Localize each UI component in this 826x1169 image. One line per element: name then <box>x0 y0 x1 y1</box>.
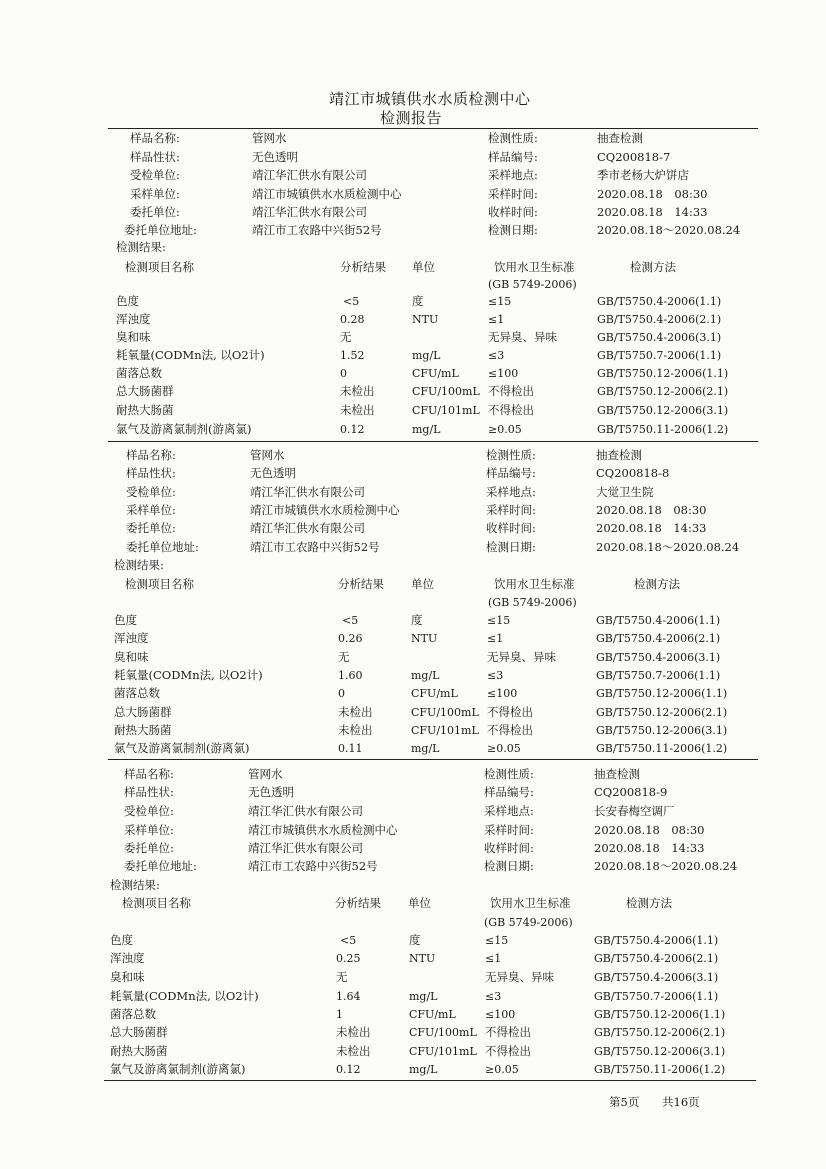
row-method: GB/T5750.7-2006(1.1) <box>597 349 722 362</box>
value-sampling-time: 2020.08.18 08:30 <box>597 187 708 201</box>
label-client-address: 委托单位地址: <box>124 223 197 237</box>
value-inspected-unit: 靖江华汇供水有限公司 <box>248 804 363 818</box>
value-test-nature: 抽查检测 <box>594 767 640 781</box>
row-unit: CFU/101mL <box>412 404 480 417</box>
label-test-nature: 检测性质: <box>488 131 538 145</box>
value-client-unit: 靖江华汇供水有限公司 <box>250 521 365 535</box>
label-client-unit: 委托单位: <box>126 521 176 535</box>
row-result: 1.64 <box>336 990 361 1003</box>
row-method: GB/T5750.12-2006(2.1) <box>596 706 728 719</box>
row-method: GB/T5750.4-2006(2.1) <box>596 632 721 645</box>
label-results: 检测结果: <box>114 558 164 572</box>
label-sample-no: 样品编号: <box>484 785 534 799</box>
row-unit: CFU/100mL <box>412 385 480 398</box>
label-sampling-unit: 采样单位: <box>126 503 176 517</box>
col-result-header: 分析结果 <box>338 577 384 591</box>
row-method: GB/T5750.11-2006(1.2) <box>597 423 729 436</box>
row-item: 耐热大肠菌 <box>114 723 172 737</box>
row-unit: mg/L <box>411 669 440 682</box>
value-test-date: 2020.08.18～2020.08.24 <box>597 223 741 237</box>
section-divider <box>108 441 758 442</box>
value-sampling-place: 季市老杨大炉饼店 <box>597 168 689 182</box>
value-client-unit: 靖江华汇供水有限公司 <box>252 205 367 219</box>
label-client-address: 委托单位地址: <box>126 540 199 554</box>
col-unit-header: 单位 <box>408 896 431 910</box>
label-sampling-time: 采样时间: <box>486 503 536 517</box>
label-sample-state: 样品性状: <box>126 466 176 480</box>
label-sample-name: 样品名称: <box>124 767 174 781</box>
row-method: GB/T5750.4-2006(3.1) <box>596 651 721 664</box>
row-result: 0.25 <box>336 952 361 965</box>
value-sampling-place: 长安春梅空调厂 <box>594 804 675 818</box>
row-result: 未检出 <box>340 384 375 398</box>
row-method: GB/T5750.7-2006(1.1) <box>596 669 721 682</box>
label-test-nature: 检测性质: <box>486 448 536 462</box>
row-unit: mg/L <box>409 990 438 1003</box>
row-standard: ≤1 <box>487 632 504 645</box>
row-result: 无 <box>338 650 350 664</box>
value-sampling-unit: 靖江市城镇供水水质检测中心 <box>250 503 400 517</box>
row-item: 耗氧量(CODMn法, 以O2计) <box>114 668 263 682</box>
value-sample-name: 管网水 <box>252 131 287 145</box>
label-test-date: 检测日期: <box>484 859 534 873</box>
row-item: 耗氧量(CODMn法, 以O2计) <box>110 989 259 1003</box>
row-standard: 不得检出 <box>485 1025 531 1039</box>
row-method: GB/T5750.12-2006(3.1) <box>597 404 729 417</box>
value-client-unit: 靖江华汇供水有限公司 <box>248 841 363 855</box>
row-method: GB/T5750.12-2006(1.1) <box>594 1008 726 1021</box>
value-sampling-place: 大觉卫生院 <box>596 485 654 499</box>
row-standard: 无异臭、异味 <box>488 330 557 344</box>
row-standard: 不得检出 <box>488 384 534 398</box>
row-standard: ≤15 <box>485 934 509 947</box>
row-standard: ≥0.05 <box>487 742 521 755</box>
col-method-header: 检测方法 <box>626 896 672 910</box>
label-sample-no: 样品编号: <box>486 466 536 480</box>
row-unit: mg/L <box>412 423 441 436</box>
col-unit-header: 单位 <box>411 577 434 591</box>
row-standard: ≤3 <box>488 349 505 362</box>
row-standard: ≤15 <box>488 295 512 308</box>
row-item: 耐热大肠菌 <box>110 1044 168 1058</box>
row-result: 未检出 <box>340 403 375 417</box>
row-unit: CFU/101mL <box>409 1045 477 1058</box>
col-standard-header: 饮用水卫生标准 <box>494 577 575 591</box>
value-inspected-unit: 靖江华汇供水有限公司 <box>252 168 367 182</box>
row-result: 未检出 <box>336 1025 371 1039</box>
row-method: GB/T5750.12-2006(1.1) <box>596 687 728 700</box>
value-client-address: 靖江市工农路中兴街52号 <box>250 540 380 554</box>
label-test-nature: 检测性质: <box>484 767 534 781</box>
row-result: 0.26 <box>338 632 363 645</box>
header-rule <box>108 128 758 129</box>
row-item: 菌落总数 <box>110 1007 156 1021</box>
label-results: 检测结果: <box>110 878 160 892</box>
section-divider <box>104 1080 756 1081</box>
value-test-date: 2020.08.18～2020.08.24 <box>594 859 738 873</box>
row-result: <5 <box>340 934 357 947</box>
row-standard: ≥0.05 <box>485 1063 519 1076</box>
label-results: 检测结果: <box>116 240 166 254</box>
row-item: 臭和味 <box>116 330 151 344</box>
row-method: GB/T5750.11-2006(1.2) <box>594 1063 726 1076</box>
label-sample-no: 样品编号: <box>488 150 538 164</box>
row-item: 浑浊度 <box>110 951 145 965</box>
label-sampling-time: 采样时间: <box>484 823 534 837</box>
row-method: GB/T5750.4-2006(3.1) <box>597 331 722 344</box>
row-result: 1.60 <box>338 669 363 682</box>
label-test-date: 检测日期: <box>486 540 536 554</box>
row-result: 0.11 <box>338 742 363 755</box>
value-sample-state: 无色透明 <box>250 466 296 480</box>
row-item: 耗氧量(CODMn法, 以O2计) <box>116 348 265 362</box>
col-result-header: 分析结果 <box>340 260 386 274</box>
row-result: 0 <box>338 687 345 700</box>
row-standard: 无异臭、异味 <box>485 970 554 984</box>
value-sample-state: 无色透明 <box>248 785 294 799</box>
label-client-address: 委托单位地址: <box>124 859 197 873</box>
row-item: 菌落总数 <box>114 686 160 700</box>
value-sample-no: CQ200818-8 <box>596 466 670 480</box>
value-receive-time: 2020.08.18 14:33 <box>597 205 708 219</box>
row-standard: ≤3 <box>487 669 504 682</box>
row-unit: CFU/100mL <box>409 1026 477 1039</box>
row-item: 氯气及游离氯制剂(游离氯) <box>116 422 252 436</box>
value-sampling-unit: 靖江市城镇供水水质检测中心 <box>252 187 402 201</box>
label-sampling-unit: 采样单位: <box>130 187 180 201</box>
row-result: 未检出 <box>338 723 373 737</box>
row-method: GB/T5750.12-2006(3.1) <box>594 1045 726 1058</box>
label-inspected-unit: 受检单位: <box>130 168 180 182</box>
row-method: GB/T5750.7-2006(1.1) <box>594 990 719 1003</box>
label-sampling-place: 采样地点: <box>484 804 534 818</box>
row-result: 未检出 <box>338 705 373 719</box>
row-method: GB/T5750.12-2006(2.1) <box>594 1026 726 1039</box>
row-unit: 度 <box>412 294 424 308</box>
value-sample-no: CQ200818-7 <box>597 150 671 164</box>
col-item-header: 检测项目名称 <box>125 577 194 591</box>
row-method: GB/T5750.11-2006(1.2) <box>596 742 728 755</box>
row-item: 浑浊度 <box>114 631 149 645</box>
row-unit: CFU/mL <box>412 367 459 380</box>
row-method: GB/T5750.4-2006(1.1) <box>594 934 719 947</box>
row-item: 氯气及游离氯制剂(游离氯) <box>114 741 250 755</box>
row-method: GB/T5750.12-2006(3.1) <box>596 724 728 737</box>
row-result: 0 <box>340 367 347 380</box>
value-test-date: 2020.08.18～2020.08.24 <box>596 540 740 554</box>
col-standard-header: 饮用水卫生标准 <box>490 896 571 910</box>
report-title: 检测报告 <box>380 109 443 127</box>
row-item: 臭和味 <box>110 970 145 984</box>
value-sample-no: CQ200818-9 <box>594 785 668 799</box>
value-client-address: 靖江市工农路中兴街52号 <box>248 859 378 873</box>
row-method: GB/T5750.4-2006(2.1) <box>597 313 722 326</box>
row-item: 氯气及游离氯制剂(游离氯) <box>110 1062 246 1076</box>
row-method: GB/T5750.4-2006(1.1) <box>596 614 721 627</box>
row-standard: 不得检出 <box>488 403 534 417</box>
col-standard-header: 饮用水卫生标准 <box>494 260 575 274</box>
label-sample-name: 样品名称: <box>130 131 180 145</box>
value-test-nature: 抽查检测 <box>597 131 643 145</box>
row-result: 0.12 <box>336 1063 361 1076</box>
value-sampling-time: 2020.08.18 08:30 <box>594 823 705 837</box>
row-standard: ≤3 <box>485 990 502 1003</box>
row-standard: ≥0.05 <box>488 423 522 436</box>
value-sampling-unit: 靖江市城镇供水水质检测中心 <box>248 823 398 837</box>
row-result: 0.12 <box>340 423 365 436</box>
row-result: <5 <box>343 295 360 308</box>
label-receive-time: 收样时间: <box>488 205 538 219</box>
row-unit: 度 <box>411 613 423 627</box>
col-standard-code: (GB 5749-2006) <box>488 596 577 609</box>
section-divider <box>108 759 758 760</box>
row-method: GB/T5750.4-2006(3.1) <box>594 971 719 984</box>
row-standard: ≤1 <box>488 313 505 326</box>
row-result: 0.28 <box>340 313 365 326</box>
row-unit: 度 <box>409 933 421 947</box>
row-standard: ≤15 <box>487 614 511 627</box>
label-inspected-unit: 受检单位: <box>126 485 176 499</box>
row-item: 色度 <box>110 933 133 947</box>
row-unit: mg/L <box>412 349 441 362</box>
row-result: 1.52 <box>340 349 365 362</box>
row-standard: ≤1 <box>485 952 502 965</box>
row-result: 未检出 <box>336 1044 371 1058</box>
col-unit-header: 单位 <box>412 260 435 274</box>
label-receive-time: 收样时间: <box>484 841 534 855</box>
row-result: 无 <box>336 970 348 984</box>
row-item: 耐热大肠菌 <box>116 403 174 417</box>
row-unit: NTU <box>409 952 436 965</box>
row-unit: CFU/101mL <box>411 724 479 737</box>
value-sampling-time: 2020.08.18 08:30 <box>596 503 707 517</box>
row-item: 总大肠菌群 <box>114 705 172 719</box>
row-method: GB/T5750.12-2006(1.1) <box>597 367 729 380</box>
col-standard-code: (GB 5749-2006) <box>488 278 577 291</box>
label-sampling-place: 采样地点: <box>486 485 536 499</box>
label-test-date: 检测日期: <box>488 223 538 237</box>
row-unit: mg/L <box>411 742 440 755</box>
row-unit: CFU/mL <box>411 687 458 700</box>
row-item: 总大肠菌群 <box>116 384 174 398</box>
row-unit: NTU <box>411 632 438 645</box>
row-method: GB/T5750.4-2006(1.1) <box>597 295 722 308</box>
value-sample-name: 管网水 <box>250 448 285 462</box>
row-standard: 无异臭、异味 <box>487 650 556 664</box>
row-result: 无 <box>340 330 352 344</box>
row-method: GB/T5750.4-2006(2.1) <box>594 952 719 965</box>
row-standard: ≤100 <box>488 367 519 380</box>
label-sampling-unit: 采样单位: <box>124 823 174 837</box>
row-item: 浑浊度 <box>116 312 151 326</box>
org-title: 靖江市城镇供水水质检测中心 <box>329 90 531 108</box>
row-item: 菌落总数 <box>116 366 162 380</box>
row-unit: mg/L <box>409 1063 438 1076</box>
row-item: 色度 <box>114 613 137 627</box>
row-method: GB/T5750.12-2006(2.1) <box>597 385 729 398</box>
label-sampling-time: 采样时间: <box>488 187 538 201</box>
row-unit: NTU <box>412 313 439 326</box>
col-item-header: 检测项目名称 <box>122 896 191 910</box>
row-standard: 不得检出 <box>485 1044 531 1058</box>
value-test-nature: 抽查检测 <box>596 448 642 462</box>
row-standard: 不得检出 <box>487 723 533 737</box>
label-sample-state: 样品性状: <box>130 150 180 164</box>
col-result-header: 分析结果 <box>335 896 381 910</box>
row-standard: ≤100 <box>485 1008 516 1021</box>
row-result: <5 <box>342 614 359 627</box>
label-sampling-place: 采样地点: <box>488 168 538 182</box>
label-client-unit: 委托单位: <box>124 841 174 855</box>
row-unit: CFU/100mL <box>411 706 479 719</box>
value-sample-name: 管网水 <box>248 767 283 781</box>
value-receive-time: 2020.08.18 14:33 <box>596 521 707 535</box>
row-item: 总大肠菌群 <box>110 1025 168 1039</box>
col-standard-code: (GB 5749-2006) <box>484 916 573 929</box>
row-unit: CFU/mL <box>409 1008 456 1021</box>
col-method-header: 检测方法 <box>630 260 676 274</box>
row-standard: 不得检出 <box>487 705 533 719</box>
col-item-header: 检测项目名称 <box>125 260 194 274</box>
value-sample-state: 无色透明 <box>252 150 298 164</box>
row-standard: ≤100 <box>487 687 518 700</box>
page-total: 共16页 <box>662 1095 700 1109</box>
row-item: 色度 <box>116 294 139 308</box>
value-receive-time: 2020.08.18 14:33 <box>594 841 705 855</box>
label-client-unit: 委托单位: <box>130 205 180 219</box>
value-client-address: 靖江市工农路中兴街52号 <box>252 223 382 237</box>
label-inspected-unit: 受检单位: <box>124 804 174 818</box>
label-sample-state: 样品性状: <box>124 785 174 799</box>
page-number: 第5页 <box>609 1095 640 1109</box>
label-sample-name: 样品名称: <box>126 448 176 462</box>
label-receive-time: 收样时间: <box>486 521 536 535</box>
value-inspected-unit: 靖江华汇供水有限公司 <box>250 485 365 499</box>
row-result: 1 <box>336 1008 343 1021</box>
col-method-header: 检测方法 <box>634 577 680 591</box>
row-item: 臭和味 <box>114 650 149 664</box>
